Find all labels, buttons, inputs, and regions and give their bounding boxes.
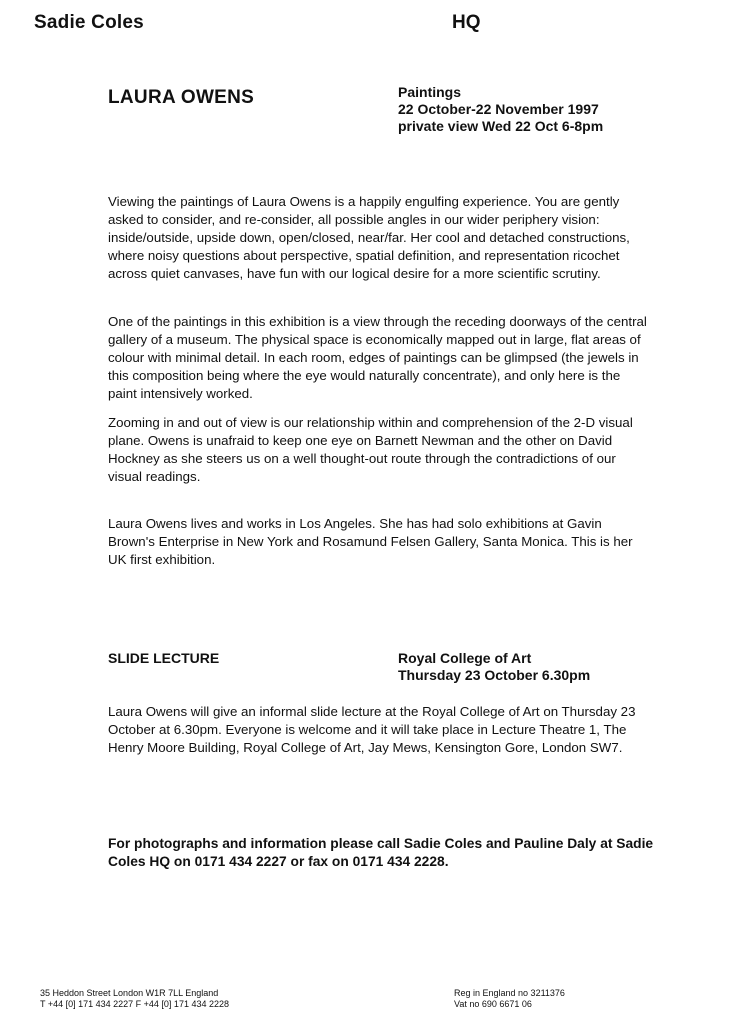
exhibition-info <box>398 84 603 135</box>
private-view: private view Wed 22 Oct 6-8pm <box>398 118 604 134</box>
brand-suffix: HQ <box>452 12 481 33</box>
artist-name: LAURA OWENS <box>108 87 255 108</box>
body-paragraph-3: Zooming in and out of view is our relationship within and comprehension of the 2-D visual plane. Owens is unafraid to keep one eye on Barnett Newman and the other on David Hockney as she steers us on a well thought-out route through the contradictions of our visual readings. <box>108 415 633 484</box>
footer-phones: T +44 [0] 171 434 2227 F +44 [0] 171 434 2228 <box>40 999 229 1009</box>
body-paragraph-4: Laura Owens lives and works in Los Angeles. She has had solo exhibitions at Gavin Brown's Enterprise in New York and Rosamund Felsen Gallery, Santa Monica. This is her UK first exhibition. <box>108 516 633 567</box>
exhibition-dates: 22 October-22 November 1997 <box>398 101 599 117</box>
footer-vat: Vat no 690 6671 06 <box>454 999 532 1009</box>
contact-info: For photographs and information please call Sadie Coles and Pauline Daly at Sadie Coles HQ on 0171 434 2227 or fax on 0171 434 2228. <box>108 836 654 869</box>
lecture-heading: SLIDE LECTURE <box>108 650 220 666</box>
footer-registration: Reg in England no 3211376 <box>454 988 565 998</box>
body-paragraph-1: Viewing the paintings of Laura Owens is a happily engulfing experience. You are gently asked to consider, and re-consider, all possible angles in our wider periphery vision: inside/outside, upside down, open/closed, near/far. Her cool and detached constructions, where noisy questions about perspective, spatial definition, and representation ricochet across quiet canvases, have fun with our logical desire for a more scientific scrutiny. <box>108 194 630 281</box>
lecture-datetime: Thursday 23 October 6.30pm <box>398 667 591 683</box>
lecture-venue-block <box>398 650 590 684</box>
footer-address: 35 Heddon Street London W1R 7LL England <box>40 988 219 998</box>
exhibition-title: Paintings <box>398 84 462 100</box>
footer-registration-block <box>454 988 565 1010</box>
lecture-venue: Royal College of Art <box>398 650 532 666</box>
brand-name: Sadie Coles <box>34 12 144 33</box>
lecture-description: Laura Owens will give an informal slide lecture at the Royal College of Art on Thursday 23 October at 6.30pm. Everyone is welcome and it will take place in Lecture Theatre 1, The Henry Moore Building, Royal College of Art, Jay Mews, Kensington Gore, London SW7. <box>108 704 636 755</box>
body-paragraph-2: One of the paintings in this exhibition is a view through the receding doorways of the central gallery of a museum. The physical space is economically mapped out in large, flat areas of colour with minimal detail. In each room, edges of paintings can be glimpsed (the jewels in this composition being where the eye would naturally concentrate), and only here is the paint intensively worked. <box>108 314 647 401</box>
footer-address-block <box>40 988 229 1010</box>
